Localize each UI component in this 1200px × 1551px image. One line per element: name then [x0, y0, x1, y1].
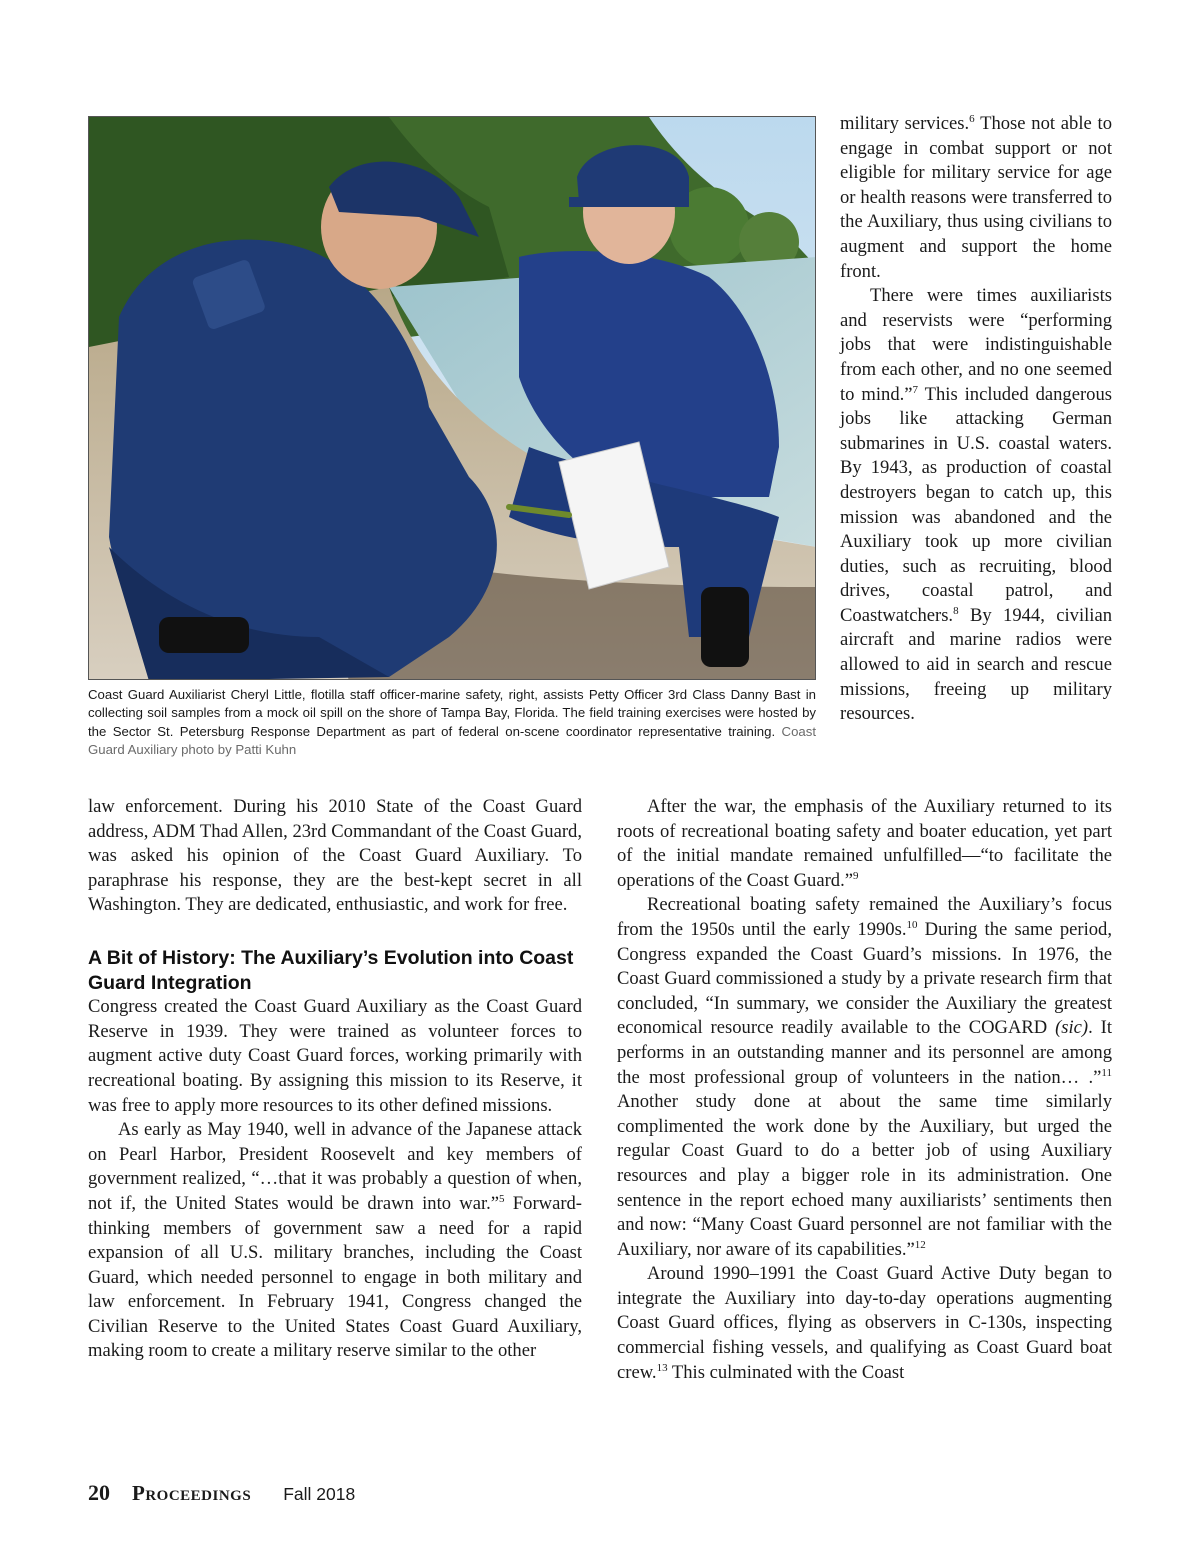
- footnote-ref: 12: [914, 1238, 926, 1251]
- sic-note: (sic): [1055, 1017, 1089, 1039]
- photo-credit: Coast Guard Auxiliary photo by Patti Kuhn: [88, 723, 816, 758]
- paragraph: military services.$^6$ Those not able to engage in combat support or not eligible for military service for age or health reasons were transferred to the Auxiliary, thus using civilians to augment and support the home front.: [840, 113, 1112, 282]
- paragraph: law enforcement. During his 2010 State of the Coast Guard address, ADM Thad Allen, 23rd Commandant of the Coast Guard, was asked his opinion of the Coast Guard Auxiliary. To paraphrase his response, they are the best-kept secret in all Washington. They are dedicated, enthusiastic, and work for free.: [88, 796, 582, 916]
- publication-name: Proceedings: [132, 1481, 252, 1505]
- photo-caption: [88, 686, 816, 760]
- page-number: 20: [88, 1480, 110, 1505]
- paragraph: After the war, the emphasis of the Auxiliary returned to its roots of recreational boating safety and boater education, yet part of the initial mandate remained unfulfilled—“to facilitate the operations of the Coast Guard.”$^9$: [617, 796, 1112, 891]
- right-column-top: [840, 112, 1112, 727]
- paragraph: As early as May 1940, well in advance of the Japanese attack on Pearl Harbor, President Roosevelt and key members of government realized, “…that it was probably a question of when, not if, the United States would be drawn into war.”$^5$ Forward-thinking members of government saw a need for a rapid expansion of all U.S. military branches, including the Coast Guard, which needed personnel to engage in both military and law enforcement. In February 1941, Congress changed the Civilian Reserve to the United States Coast Guard Auxiliary, making room to create a military reserve similar to the other: [88, 1119, 583, 1362]
- caption-text: Coast Guard Auxiliarist Cheryl Little, flotilla staff officer-marine safety, right, assists Petty Officer 3rd Class Danny Bast in collecting soil samples from a mock oil spill on the shore of Tampa Bay, Florida. The field training exercises were hosted by the Sector St. Petersburg Response Department as part of federal on-scene coordinator representative training.: [88, 687, 816, 739]
- left-column: [88, 795, 582, 1364]
- paragraph: Congress created the Coast Guard Auxiliary as the Coast Guard Reserve in 1939. They were trained as volunteer forces to augment active duty Coast Guard forces, working primarily with recreational boating. By assigning this mission to its Reserve, it was free to apply more resources to its other defined missions.: [88, 996, 582, 1116]
- page-footer: [88, 1480, 355, 1508]
- paragraph: Around 1990–1991 the Coast Guard Active Duty began to integrate the Auxiliary into day-to-day operations augmenting Coast Guard offices, flying as observers in C-130s, inspecting commercial fishing vessels, and qualifying as Coast Guard boat crew.$^{13}$ This culminated with the Coast: [617, 1263, 1112, 1383]
- section-heading: A Bit of History: The Auxiliary’s Evolution into Coast Guard Integration: [88, 946, 574, 994]
- photo-icon: [89, 117, 816, 680]
- right-column: [617, 795, 1112, 1385]
- footnote-ref: 7: [912, 383, 919, 396]
- issue-date: Fall 2018: [283, 1484, 356, 1504]
- footnote-ref: 11: [1101, 1066, 1112, 1079]
- footnote-ref: 13: [656, 1361, 668, 1374]
- footnote-ref: 9: [852, 869, 859, 882]
- paragraph: Recreational boating safety remained the Auxiliary’s focus from the 1950s until the early 1990s.$^{10}$ During the same period, Congress expanded the Coast Guard’s missions. In 1976, the Coast Guard commissioned a study by a private research firm that concluded, “In summary, we consider the Auxiliary the greatest economical resource readily available to the COGARD (sic). It performs in an outstanding manner and its personnel are among the most professional group of volunteers in the nation… .”$^{11}$ Another study done at about the same time similarly complimented the work done by the Auxiliary, but urged the regular Coast Guard to do a better job of using Auxiliary resources and play a bigger role in its administration. One sentence in the report echoed many auxiliarists’ sentiments then and now: “Many Coast Guard personnel are not familiar with the Auxiliary, nor aware of its capabilities.”$^{12}$: [617, 894, 1112, 1260]
- paragraph: There were times auxiliarists and reservists were “performing jobs that were indistinguishable from each other, and no one seemed to mind.”$^7$ This included dangerous jobs like attacking German submarines in U.S. coastal waters. By 1943, as production of coastal destroyers began to catch up, this mission was abandoned and the Auxiliary took up more civilian duties, such as recruiting, blood drives, coastal patrol, and Coastwatchers.$^8$ By 1944, civilian aircraft and marine radios were allowed to aid in search and rescue missions, freeing up military resources.: [840, 285, 1112, 725]
- footnote-ref: 5: [499, 1192, 505, 1205]
- footnote-ref: 10: [906, 918, 918, 931]
- footnote-ref: 6: [969, 113, 975, 125]
- article-photo: [88, 116, 816, 680]
- footnote-ref: 8: [953, 604, 959, 617]
